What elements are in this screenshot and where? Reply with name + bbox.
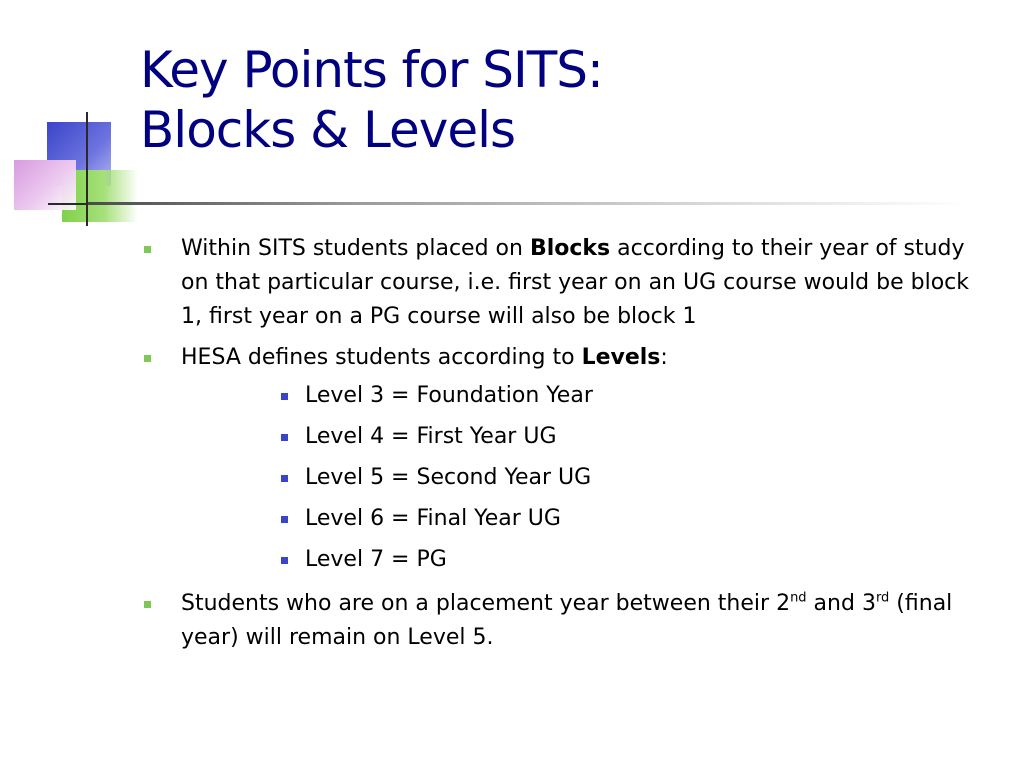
slide-title — [140, 40, 1000, 160]
blue-square-bullet-icon — [281, 475, 288, 482]
level-item — [281, 457, 980, 498]
slide-title-line-2: Blocks & Levels — [140, 101, 516, 159]
slide-title-line-1: Key Points for SITS: — [140, 41, 603, 99]
level-item-text: Level 4 = First Year UG — [305, 424, 557, 449]
level-item — [281, 498, 980, 539]
blue-square-bullet-icon — [281, 393, 288, 400]
ordinal-suffix-nd: nd — [790, 590, 807, 606]
level-item-text: Level 5 = Second Year UG — [305, 465, 592, 490]
level-item-text: Level 3 = Foundation Year — [305, 383, 593, 408]
level-item — [281, 416, 980, 457]
green-square-bullet-icon — [144, 355, 151, 362]
bullet-blocks-text-post: according to their year of study on that particular course, i.e. first year on an UG course would be block 1, first year on a PG course will also be block 1 — [181, 236, 970, 329]
levels-sublist — [181, 375, 980, 580]
bullet-blocks — [140, 232, 980, 334]
bullet-levels-text-pre: HESA defines students according to — [181, 345, 582, 370]
blue-square-bullet-icon — [281, 434, 288, 441]
ordinal-suffix-rd: rd — [875, 590, 890, 606]
bullet-placement-text-3: (final year) will remain on Level 5. — [181, 591, 953, 650]
level-item — [281, 375, 980, 416]
level-item-text: Level 7 = PG — [305, 547, 447, 572]
bullet-levels — [140, 341, 980, 580]
blue-square-bullet-icon — [281, 557, 288, 564]
decorative-vertical-line — [86, 112, 88, 226]
bullet-blocks-text-pre: Within SITS students placed on — [181, 236, 530, 261]
bullet-levels-text-post: : — [660, 345, 668, 370]
blue-square-bullet-icon — [281, 516, 288, 523]
bullet-levels-bold-term: Levels — [581, 345, 661, 370]
bullet-placement-text-1: Students who are on a placement year between their 2 — [181, 591, 791, 616]
bullet-placement — [140, 587, 980, 655]
level-item-text: Level 6 = Final Year UG — [305, 506, 561, 531]
slide-body — [140, 232, 980, 662]
title-underline-rule — [88, 202, 968, 205]
bullet-placement-text-2: and 3 — [806, 591, 876, 616]
level-item — [281, 539, 980, 580]
bullet-blocks-bold-term: Blocks — [529, 236, 611, 261]
green-square-bullet-icon — [144, 246, 151, 253]
bullet-list — [140, 232, 980, 655]
green-square-bullet-icon — [144, 601, 151, 608]
